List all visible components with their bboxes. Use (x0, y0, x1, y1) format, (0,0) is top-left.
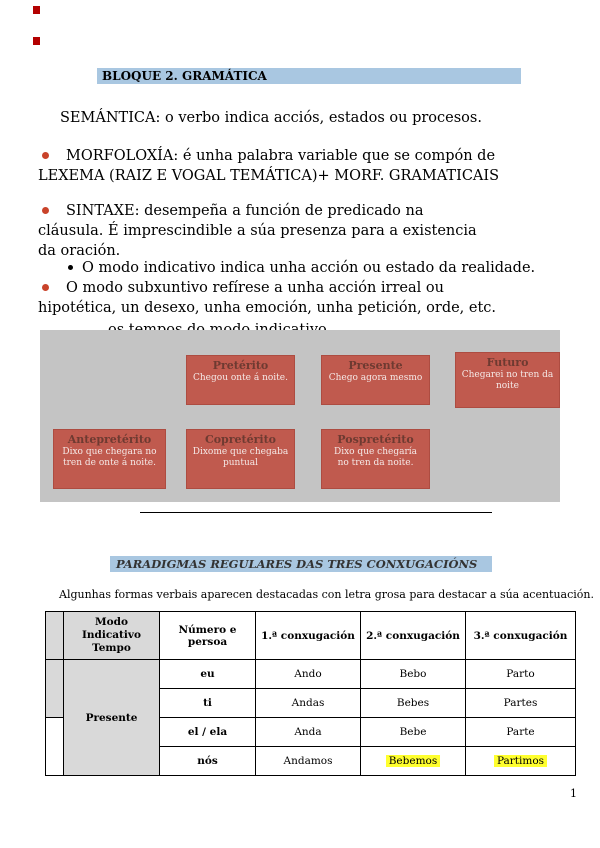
table-header-conx1: 1.ª conxugación (256, 612, 361, 660)
verb-cell: Andamos (256, 747, 361, 776)
morfoloxia-line-1: MORFOLOXÍA: é unha palabra variable que se compón de (66, 148, 496, 164)
table-side-cell (46, 660, 64, 718)
table-header-persoa: Número e persoa (160, 612, 256, 660)
tense-box-preterito (186, 355, 295, 405)
table-header-modo (64, 612, 160, 660)
title-highlight-bar (97, 68, 521, 84)
verb-cell: Andas (256, 689, 361, 718)
tense-box-example: Chegarei no tren da noite (461, 370, 554, 391)
tense-box-presente (321, 355, 430, 405)
table-side-cell (46, 718, 64, 776)
page-title: BLOQUE 2. GRAMÁTICA (102, 69, 267, 83)
verb-cell: Bebe (361, 718, 466, 747)
red-annotation-mark-icon (33, 37, 40, 45)
table-header-label: Modo Indicativo Tempo (81, 616, 142, 654)
morfoloxia-line-2: LEXEMA (RAIZ E VOGAL TEMÁTICA)+ MORF. GRAMATICAIS (38, 168, 500, 184)
table-corner-cell (46, 612, 64, 660)
verb-cell (466, 747, 576, 776)
tempo-cell: Presente (64, 660, 160, 776)
tense-box-title: Antepretérito (67, 433, 152, 446)
verb-cell: Bebo (361, 660, 466, 689)
sintaxe-line-1: SINTAXE: desempeña a función de predicado na (66, 203, 424, 219)
tense-box-example: Dixo que chegara no tren de onte á noite. (62, 447, 157, 468)
tense-box-title: Futuro (486, 356, 529, 369)
verb-cell: Partes (466, 689, 576, 718)
tense-box-title: Pretérito (212, 359, 269, 372)
section-title: PARADIGMAS REGULARES DAS TRES CONXUGACIÓNS (116, 557, 478, 571)
page-number: 1 (570, 787, 577, 800)
verb-cell (361, 747, 466, 776)
table-row (46, 660, 576, 689)
sintaxe-line-3: da oración. (38, 243, 121, 259)
bullet-icon (42, 207, 49, 214)
verb-cell: Ando (256, 660, 361, 689)
tense-box-example: Dixo que chegaría no tren da noite. (333, 447, 418, 468)
persoa-cell: el / ela (160, 718, 256, 747)
tense-box-title: Copretérito (204, 433, 277, 446)
tense-box-example: Dixome que chegaba puntual (192, 447, 289, 468)
tense-box-futuro (455, 352, 560, 408)
table-note: Algunhas formas verbais aparecen destacadas con letra grosa para destacar a súa acentuación. (59, 588, 594, 601)
sub-bullet-icon (68, 265, 73, 270)
persoa-cell: nós (160, 747, 256, 776)
subxuntivo-line-2: hipotética, un desexo, unha emoción, unha petición, orde, etc. (38, 300, 497, 316)
verb-cell: Parte (466, 718, 576, 747)
highlighted-verb: Bebemos (386, 755, 441, 767)
table-header-conx3: 3.ª conxugación (466, 612, 576, 660)
semantica-line: SEMÁNTICA: o verbo indica acciós, estados ou procesos. (60, 110, 482, 126)
conjugation-table (45, 611, 576, 776)
sintaxe-line-2: cláusula. É imprescindible a súa presenza para a existencia (38, 223, 477, 239)
bullet-icon (42, 152, 49, 159)
red-annotation-mark-icon (33, 6, 40, 14)
tense-box-title: Presente (348, 359, 403, 372)
subxuntivo-line-1: O modo subxuntivo refírese a unha acción irreal ou (66, 280, 444, 296)
section-highlight-bar (110, 556, 492, 572)
verb-cell: Parto (466, 660, 576, 689)
persoa-cell: ti (160, 689, 256, 718)
tense-box-copreterito (186, 429, 295, 489)
table-header-conx2: 2.ª conxugación (361, 612, 466, 660)
tense-box-example: Chegou onte á noite. (193, 373, 288, 383)
tense-box-title: Pospretérito (337, 433, 414, 446)
tense-box-antepreterito (53, 429, 166, 489)
tense-box-pospreterito (321, 429, 430, 489)
verb-cell: Anda (256, 718, 361, 747)
highlighted-verb: Partimos (494, 755, 547, 767)
verb-cell: Bebes (361, 689, 466, 718)
bullet-icon (42, 284, 49, 291)
persoa-cell: eu (160, 660, 256, 689)
indicativo-line: O modo indicativo indica unha acción ou estado da realidade. (82, 260, 536, 276)
tense-box-example: Chego agora mesmo (328, 373, 423, 383)
horizontal-rule (140, 512, 492, 513)
